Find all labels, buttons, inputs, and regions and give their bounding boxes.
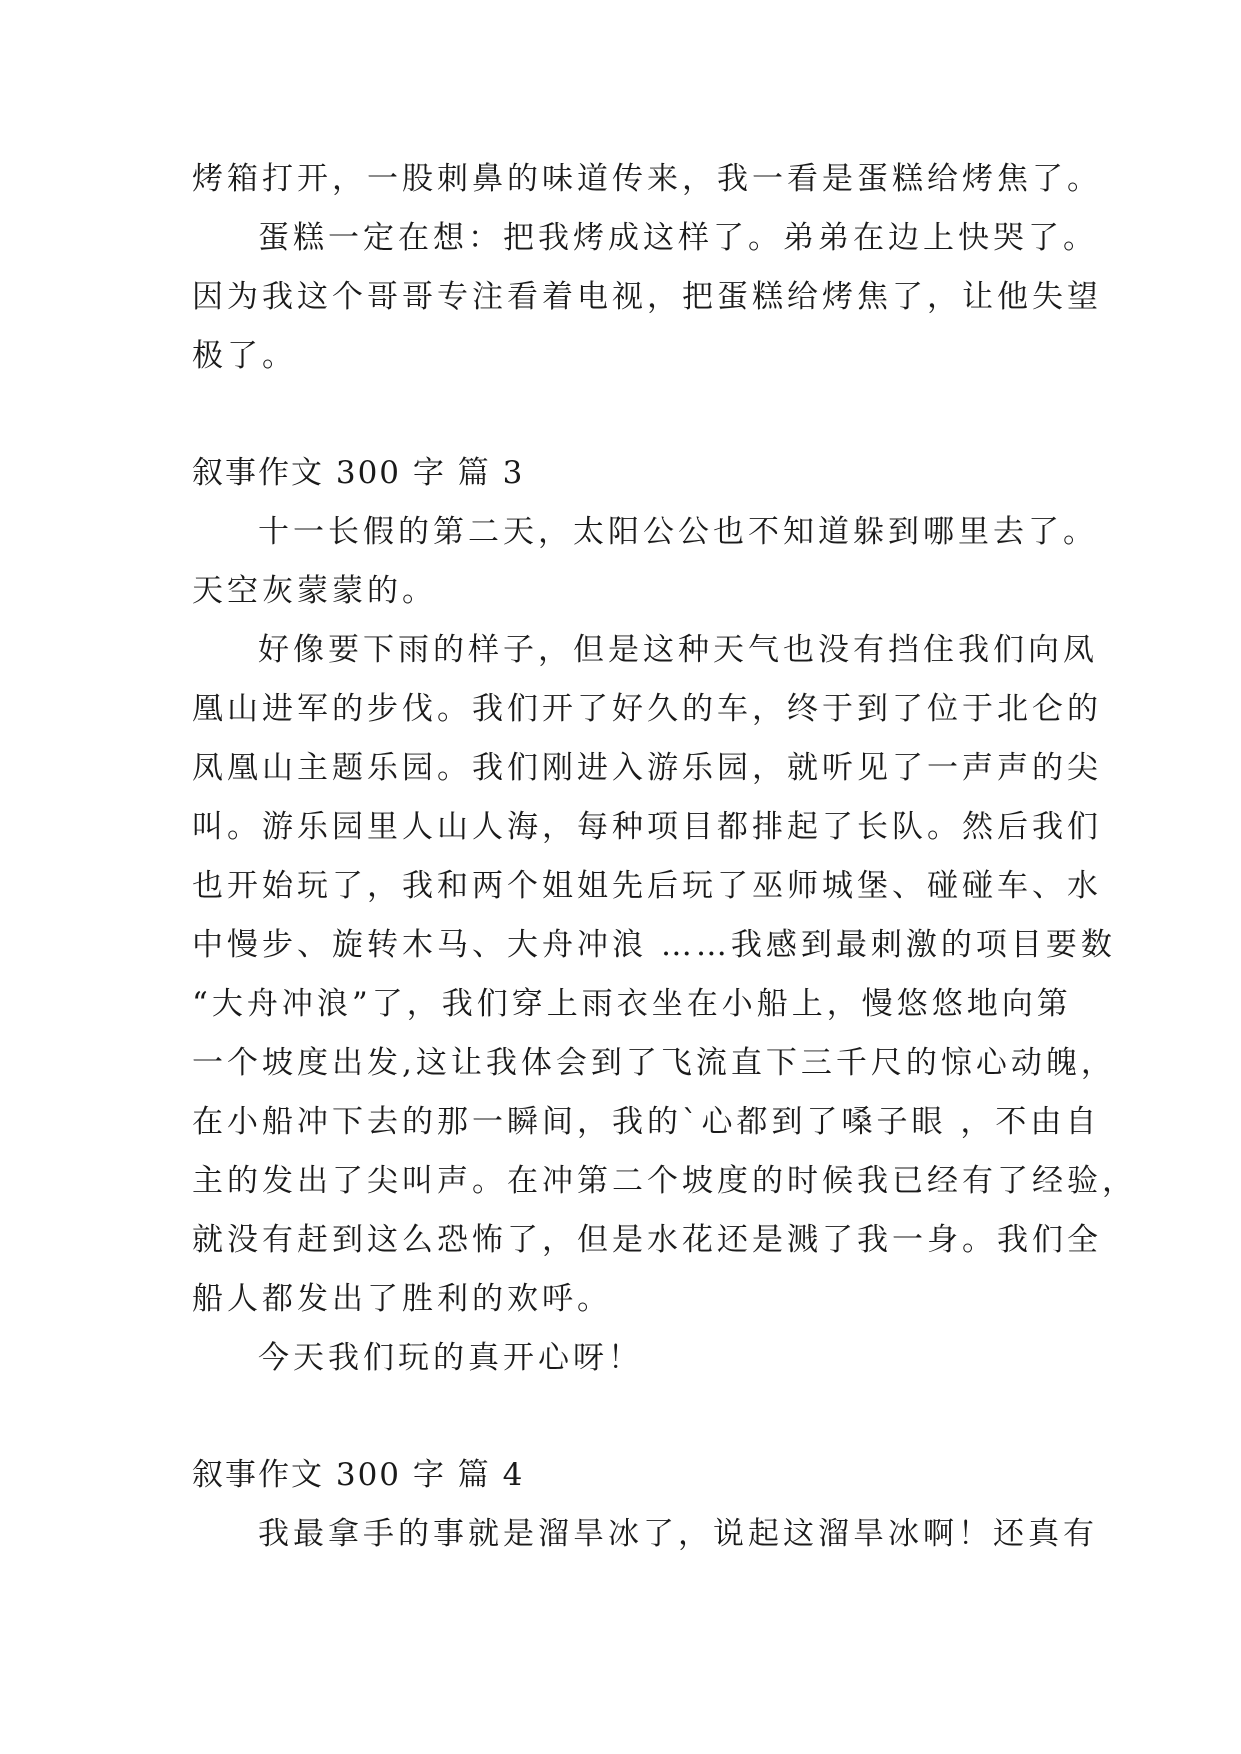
paragraph-line: “大舟冲浪”了，我们穿上雨衣坐在小船上，慢悠悠地向第 <box>192 986 1072 1022</box>
paragraph-line: 十一长假的第二天，太阳公公也不知道躲到哪里去了。 <box>258 514 1098 550</box>
paragraph-line: 极了。 <box>192 338 297 374</box>
paragraph-line: 就没有赶到这么恐怖了，但是水花还是溅了我一身。我们全 <box>192 1222 1102 1258</box>
paragraph-line: 蛋糕一定在想：把我烤成这样了。弟弟在边上快哭了。 <box>258 220 1098 256</box>
paragraph-line: 主的发出了尖叫声。在冲第二个坡度的时候我已经有了经验， <box>192 1163 1137 1199</box>
paragraph-line: 烤箱打开，一股刺鼻的味道传来，我一看是蛋糕给烤焦了。 <box>192 161 1102 197</box>
paragraph-line: 凰山进军的步伐。我们开了好久的车，终于到了位于北仑的 <box>192 691 1102 727</box>
paragraph-line: 我最拿手的事就是溜旱冰了，说起这溜旱冰啊！还真有 <box>258 1516 1098 1552</box>
paragraph-line: 今天我们玩的真开心呀！ <box>258 1340 643 1376</box>
paragraph-line: 船人都发出了胜利的欢呼。 <box>192 1281 612 1317</box>
document-page <box>192 150 1137 1564</box>
paragraph-line: 在小船冲下去的那一瞬间，我的`心都到了嗓子眼 ，不由自 <box>192 1104 1101 1140</box>
section-gap <box>192 386 1072 444</box>
paragraph-line: 叫。游乐园里人山人海，每种项目都排起了长队。然后我们 <box>192 809 1102 845</box>
paragraph-line: 天空灰蒙蒙的。 <box>192 573 437 609</box>
paragraph-line: 也开始玩了，我和两个姐姐先后玩了巫师城堡、碰碰车、水 <box>192 868 1102 904</box>
paragraph-line: 凤凰山主题乐园。我们刚进入游乐园，就听见了一声声的尖 <box>192 750 1102 786</box>
paragraph-line: 中慢步、旋转木马、大舟冲浪 ……我感到最刺激的项目要数 <box>192 927 1116 963</box>
paragraph-line: 好像要下雨的样子，但是这种天气也没有挡住我们向凤 <box>258 632 1098 668</box>
section-heading: 叙事作文 300 字 篇 4 <box>192 1457 525 1493</box>
paragraph-line: 一个坡度出发,这让我体会到了飞流直下三千尺的惊心动魄， <box>192 1045 1116 1081</box>
paragraph-line: 因为我这个哥哥专注看着电视，把蛋糕给烤焦了，让他失望 <box>192 279 1102 315</box>
section-heading: 叙事作文 300 字 篇 3 <box>192 455 525 491</box>
section-gap <box>192 1388 1072 1446</box>
